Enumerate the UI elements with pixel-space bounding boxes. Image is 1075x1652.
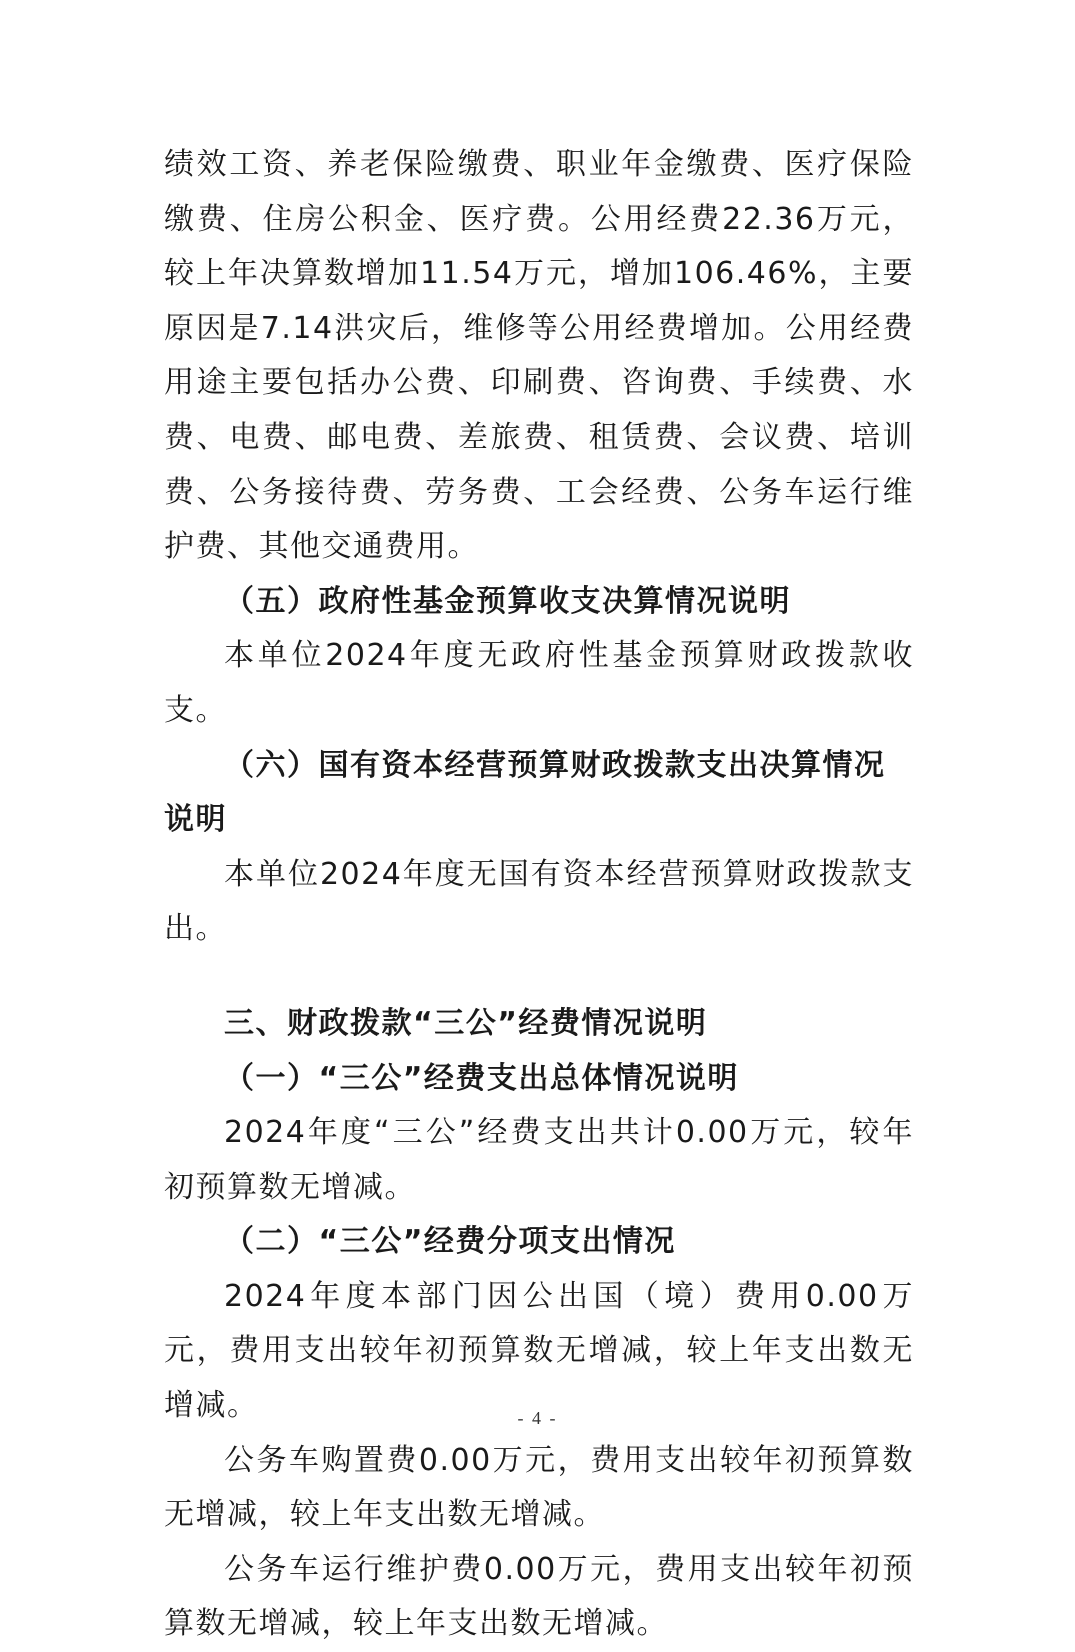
sub-2-heading: （二）“三公”经费分项支出情况	[224, 1224, 676, 1260]
section-spacer	[164, 957, 914, 997]
sub-2-body-1: 2024年度本部门因公出国（境）费用0.00万元，费用支出较年初预算数无增减，较上年支出数无增减。	[164, 1278, 914, 1424]
part-3-heading: 三、财政拨款“三公”经费情况说明	[224, 1005, 708, 1041]
page-number: - 4 -	[517, 1408, 558, 1428]
section-6-body: 本单位2024年度无国有资本经营预算财政拨款支出。	[164, 856, 914, 947]
continuation-paragraph: 绩效工资、养老保险缴费、职业年金缴费、医疗保险缴费、住房公积金、医疗费。公用经费22.36万元，较上年决算数增加11.54万元，增加106.46%，主要原因是7.14洪灾后，维修等公用经费增加。公用经费用途主要包括办公费、印刷费、咨询费、手续费、水费、电费、邮电费、差旅费、租赁费、会议费、培训费、公务接待费、劳务费、工会经费、公务车运行维护费、其他交通费用。	[164, 147, 914, 565]
sub-2-body-2: 公务车购置费0.00万元，费用支出较年初预算数无增减，较上年支出数无增减。	[164, 1442, 914, 1533]
sub-2-body-3: 公务车运行维护费0.00万元，费用支出较年初预算数无增减，较上年支出数无增减。	[164, 1551, 914, 1642]
sub-1-heading: （一）“三公”经费支出总体情况说明	[224, 1060, 739, 1096]
section-5-body: 本单位2024年度无政府性基金预算财政拨款收支。	[164, 638, 914, 728]
sub-1-body: 2024年度“三公”经费支出共计0.00万元，较年初预算数无增减。	[164, 1115, 914, 1205]
section-6-heading: （六）国有资本经营预算财政拨款支出决算情况说明	[164, 747, 886, 838]
section-5-heading: （五）政府性基金预算收支决算情况说明	[224, 583, 791, 619]
